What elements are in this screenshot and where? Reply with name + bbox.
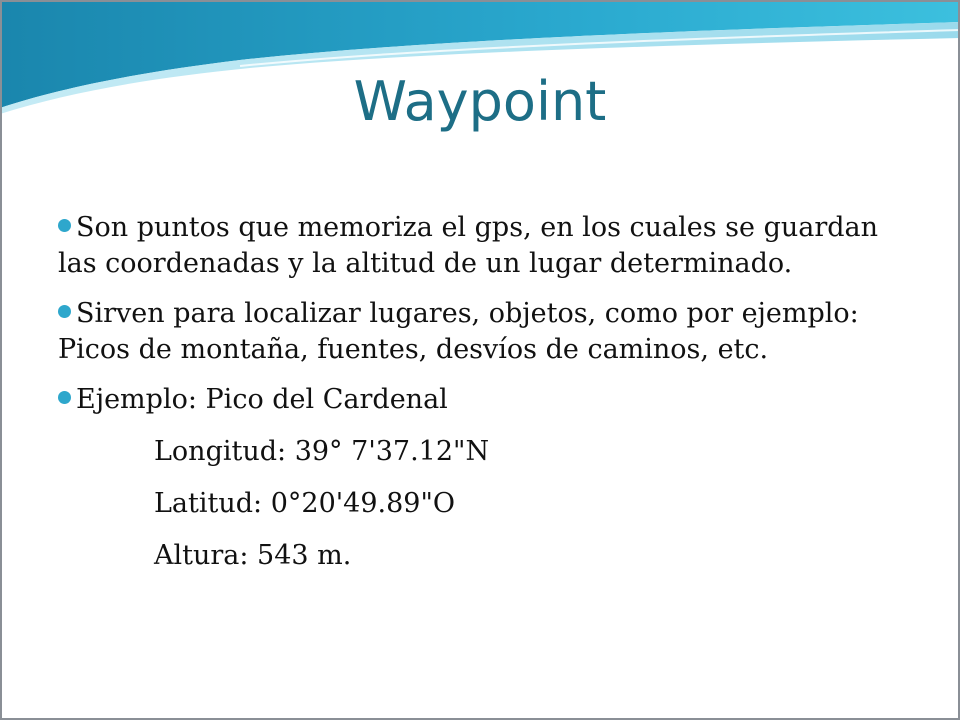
bullet-text: Ejemplo: Pico del Cardenal — [76, 384, 448, 415]
bullet-text: Son puntos que memoriza el gps, en los cuales se guardan las coordenadas y la altitud de un lugar determinado. — [58, 212, 879, 279]
bullet-dot-icon — [58, 391, 71, 404]
bullet-text: Sirven para localizar lugares, objetos, como por ejemplo: Picos de montaña, fuentes, desvíos de caminos, etc. — [58, 298, 859, 365]
bullet-item — [58, 296, 908, 368]
bullet-item — [58, 382, 908, 418]
altura-line: Altura: 543 m. — [154, 540, 352, 571]
longitud-line: Longitud: 39° 7'37.12"N — [154, 436, 490, 467]
latitud-line: Latitud: 0°20'49.89"O — [154, 488, 456, 519]
bullet-dot-icon — [58, 219, 71, 232]
bullet-item — [58, 210, 908, 282]
slide-content — [58, 210, 908, 574]
slide-title: Waypoint — [353, 70, 607, 133]
bullet-dot-icon — [58, 305, 71, 318]
